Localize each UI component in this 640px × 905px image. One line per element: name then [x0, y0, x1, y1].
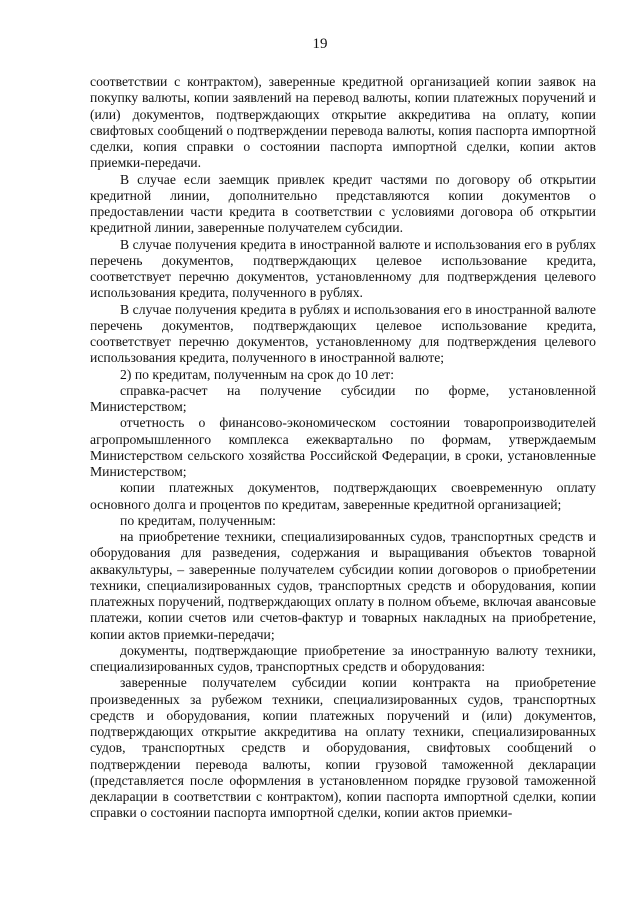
paragraph-subsidy-calculation: справка-расчет на получение субсидии по форме, установленной Министерством; — [90, 382, 596, 414]
paragraph-financial-reporting: отчетность о финансово-экономическом состоянии товаропроизводителей агропромышленного комплекса ежеквартально по формам, утверждаемым Министерством сельского хозяйства Российской Федерации, в сроки, установленные Министерством; — [90, 415, 596, 479]
paragraph-equipment-purchase: на приобретение техники, специализированных судов, транспортных средств и оборудования для разведения, содержания и выращивания объектов товарной аквакультуры, – заверенные получателем субсидии копии договоров о приобретении техники, специализированных судов, транспортных средств и оборудования, копии платежных поручений, подтверждающих оплату в полном объеме, включая авансовые платежи, копии счетов или счетов-фактур и товарных накладных на приобретение, копии актов приемки-передачи; — [90, 529, 596, 642]
paragraph-payment-documents: копии платежных документов, подтверждающих своевременную оплату основного долга и процентов по кредитам, заверенные кредитной организацией; — [90, 480, 596, 512]
paragraph-item-2-heading: 2) по кредитам, полученным на срок до 10 лет: — [120, 366, 395, 382]
paragraph-foreign-currency-documents: документы, подтверждающие приобретение за иностранную валюту техники, специализированных судов, транспортных средств и оборудования: — [90, 642, 596, 674]
paragraph-credits-received: по кредитам, полученным: — [120, 512, 276, 528]
document-body — [90, 74, 596, 822]
paragraph-ruble-credit: В случае получения кредита в рублях и использования его в иностранной валюте перечень документов, подтверждающих целевое использование кредита, соответствует перечню документов, установленному для подтверждения целевого использования кредита, полученного в иностранной валюте; — [90, 301, 596, 366]
paragraph-import-contract: заверенные получателем субсидии копии контракта на приобретение произведенных за рубежом техники, специализированных судов, транспортных средств и оборудования, копии платежных поручений и (или) документов, подтверждающих открытие аккредитива на оплату техники, специализированных судов, транспортных средств и оборудования, свифтовых сообщений о подтверждении перевода валюты, копии грузовой таможенной декларации (представляется после оформления в установленном порядке грузовой таможенной декларации в соответствии с контрактом), копии паспорта импортной сделки, копии справки о состоянии паспорта импортной сделки, копии актов приемки- — [90, 675, 596, 821]
paragraph-credit-line: В случае если заемщик привлек кредит частями по договору об открытии кредитной линии, дополнительно представляются копии документов о предоставлении части кредита в соответствии с условиями договора об открытии кредитной линии, заверенные получателем субсидии. — [90, 171, 596, 236]
page-number: 19 — [312, 36, 328, 52]
paragraph-continuation: соответствии с контрактом), заверенные кредитной организацией копии заявок на покупку валюты, копии заявлений на перевод валюты, копии платежных поручений и (или) документов, подтверждающих открытие аккредитива на оплату, копии свифтовых сообщений о подтверждении перевода валюты, копия паспорта импортной сделки, копия справки о состоянии паспорта импортной сделки, копии актов приемки-передачи. — [90, 74, 596, 171]
paragraph-foreign-currency-credit: В случае получения кредита в иностранной валюте и использования его в рублях перечень документов, подтверждающих целевое использование кредита, соответствует перечню документов, установленному для подтверждения целевого использования кредита, полученного в рублях. — [90, 236, 596, 301]
